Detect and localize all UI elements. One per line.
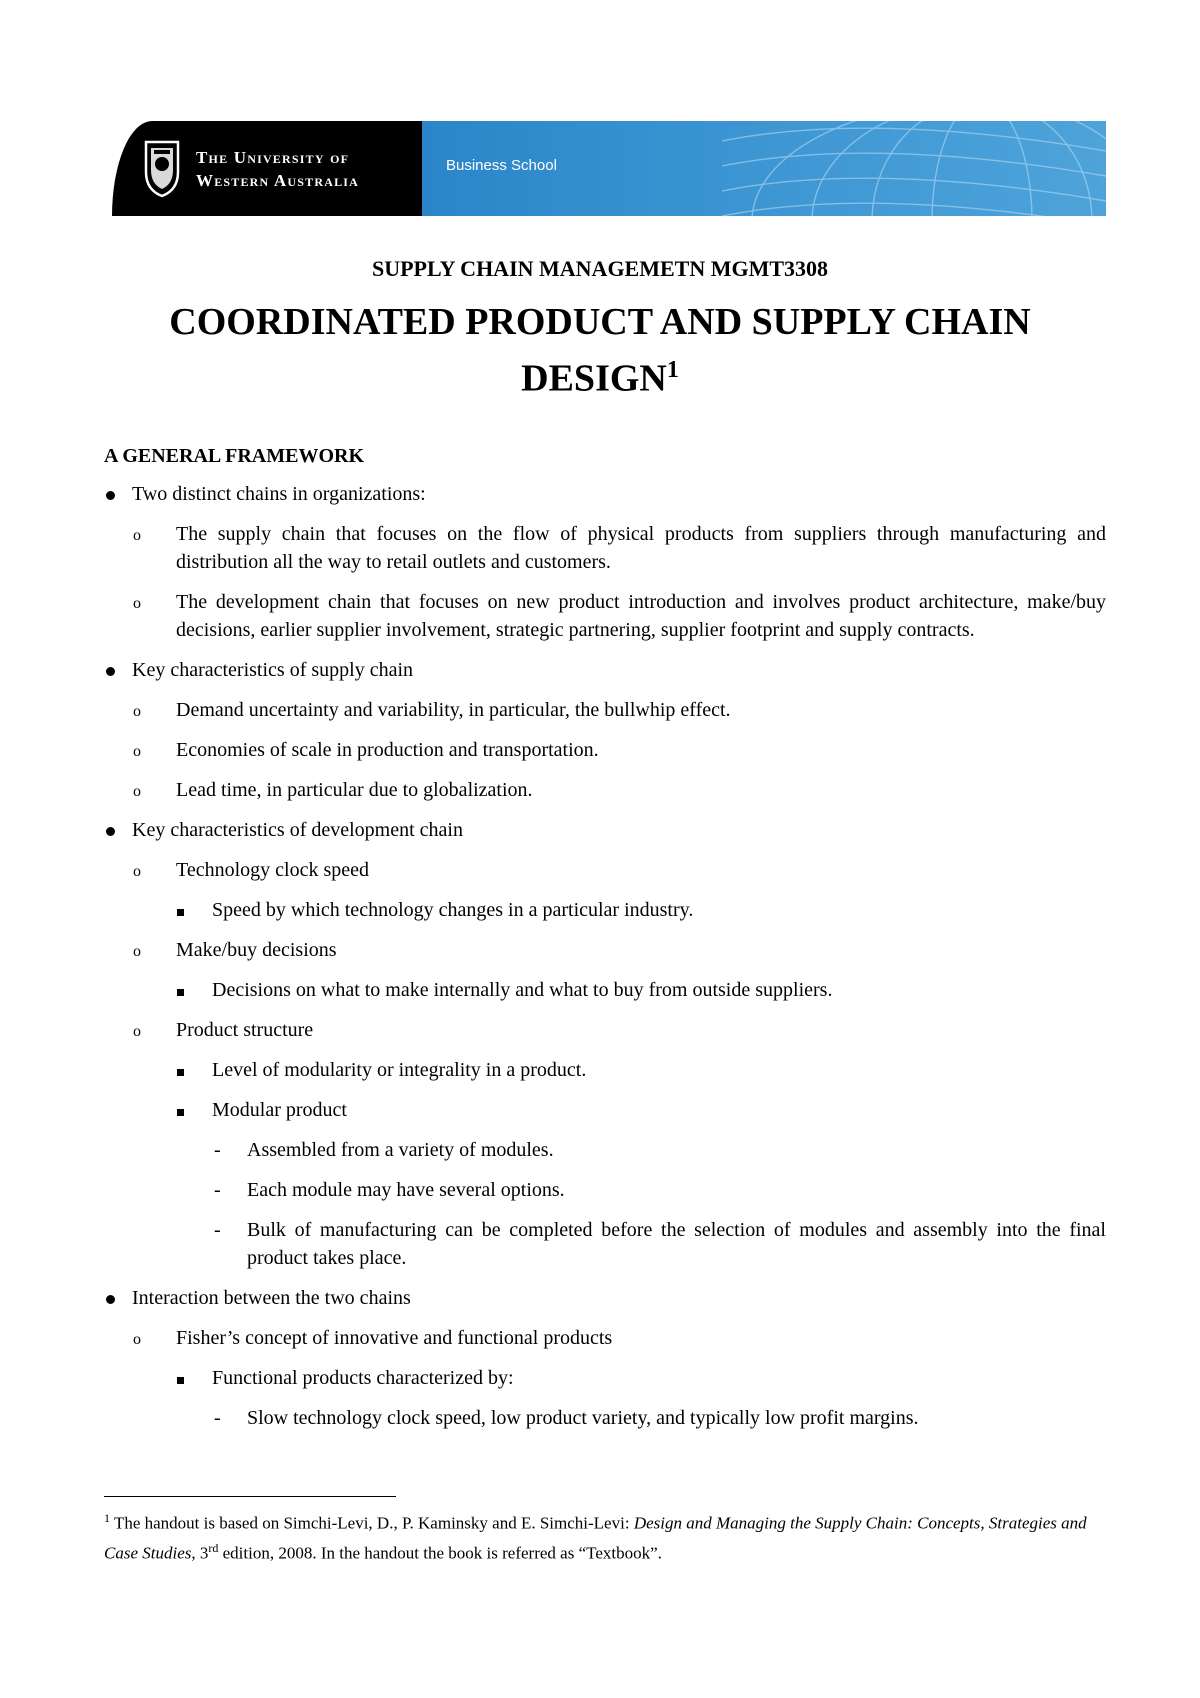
list-item: [104, 1056, 1106, 1084]
square-bullet-marker: [177, 1364, 184, 1392]
square-bullet-marker: [177, 1056, 184, 1084]
footnote-edition-sup: rd: [208, 1540, 219, 1555]
circle-bullet-marker: o: [133, 943, 141, 960]
footnote-text-b: , 3: [191, 1543, 209, 1563]
list-item: [104, 936, 1106, 964]
list-item-text: Product structure: [176, 1019, 314, 1041]
school-name: Business School: [446, 157, 557, 174]
list-item: [104, 480, 1106, 508]
footnote: [104, 1506, 1106, 1565]
circle-bullet-marker: o: [133, 863, 141, 880]
university-name-line1: The University of: [196, 147, 350, 167]
footnote-rule: [104, 1496, 396, 1497]
list-item: [104, 1216, 1106, 1272]
list-item: [104, 1364, 1106, 1392]
page-title: [0, 298, 1200, 403]
list-item-text: Assembled from a variety of modules.: [247, 1139, 554, 1161]
square-bullet-marker: [177, 976, 184, 1004]
outline-list: [104, 480, 1106, 1432]
list-item-text: Slow technology clock speed, low product variety, and typically low profit margins.: [247, 1407, 919, 1429]
list-item-text: Technology clock speed: [176, 859, 369, 881]
university-name-line2: Western Australia: [196, 170, 360, 190]
list-item: [104, 776, 1106, 804]
circle-bullet-marker: o: [133, 595, 141, 612]
university-name: [196, 146, 359, 192]
header-banner: [112, 121, 1106, 216]
circle-bullet-marker: o: [133, 1331, 141, 1348]
bullet-marker: [106, 480, 115, 508]
bullet-marker: [106, 1284, 115, 1312]
course-title: SUPPLY CHAIN MANAGEMETN MGMT3308: [371, 256, 829, 281]
dash-marker: -: [214, 1139, 221, 1161]
list-item-text: The supply chain that focuses on the flow of physical products from suppliers through manufacturing and distribution all the way to retail outlets and customers.: [176, 523, 1106, 573]
circle-bullet-marker: o: [133, 1023, 141, 1040]
footnote-text-a: The handout is based on Simchi-Levi, D., P. Kaminsky and E. Simchi-Levi:: [113, 1513, 634, 1533]
list-item-text: Demand uncertainty and variability, in particular, the bullwhip effect.: [176, 699, 731, 721]
list-item: [104, 696, 1106, 724]
list-item-text: Modular product: [212, 1099, 347, 1121]
list-item: [104, 520, 1106, 576]
crest-icon: [142, 138, 182, 200]
title-line-2: [0, 346, 1200, 403]
list-item-text: Economies of scale in production and transportation.: [176, 739, 599, 761]
list-item: [104, 1136, 1106, 1164]
dash-marker: -: [214, 1407, 221, 1429]
list-item: [104, 656, 1106, 684]
list-item-text: Speed by which technology changes in a particular industry.: [212, 899, 694, 921]
footnote-text-c: edition, 2008. In the handout the book is referred as “Textbook”.: [218, 1543, 662, 1563]
list-item-text: Bulk of manufacturing can be completed before the selection of modules and assembly into the final product takes place.: [247, 1219, 1106, 1269]
footnote-mark: 1: [104, 1511, 110, 1525]
list-item: [104, 856, 1106, 884]
list-item: [104, 1284, 1106, 1312]
dash-marker: -: [214, 1179, 221, 1201]
list-item: [104, 1324, 1106, 1352]
list-item-text: Lead time, in particular due to globalization.: [176, 779, 533, 801]
list-item: [104, 736, 1106, 764]
footnote-book-title: Design and Managing the Supply Chain: Concepts, Strategies and Case Studies: [104, 1513, 1087, 1563]
list-item: [104, 816, 1106, 844]
circle-bullet-marker: o: [133, 783, 141, 800]
banner-graphic: [422, 121, 1106, 216]
list-item: [104, 1096, 1106, 1124]
bullet-marker: [106, 656, 115, 684]
list-item-text: Fisher’s concept of innovative and functional products: [176, 1327, 613, 1349]
section-heading: A GENERAL FRAMEWORK: [104, 445, 365, 467]
list-item: [104, 1176, 1106, 1204]
list-item-text: Interaction between the two chains: [132, 1287, 411, 1309]
handout-body: [104, 442, 1106, 1444]
list-item: [104, 588, 1106, 644]
circle-bullet-marker: o: [133, 703, 141, 720]
circle-bullet-marker: o: [133, 743, 141, 760]
square-bullet-marker: [177, 896, 184, 924]
list-item: [104, 1016, 1106, 1044]
title-line-2-text: DESIGN: [521, 357, 667, 400]
list-item-text: The development chain that focuses on new product introduction and involves product architecture, make/buy decisions, earlier supplier involvement, strategic partnering, supplier footprint and supply contracts.: [176, 591, 1106, 641]
list-item-text: Decisions on what to make internally and what to buy from outside suppliers.: [212, 979, 833, 1001]
footnote-reference: 1: [666, 357, 679, 383]
list-item-text: Make/buy decisions: [176, 939, 337, 961]
list-item-text: Two distinct chains in organizations:: [132, 483, 426, 505]
bullet-marker: [106, 816, 115, 844]
list-item: [104, 976, 1106, 1004]
title-line-1: COORDINATED PRODUCT AND SUPPLY CHAIN: [169, 301, 1031, 343]
dash-marker: -: [214, 1219, 221, 1241]
list-item: [104, 896, 1106, 924]
university-logo-block: [112, 121, 422, 216]
list-item-text: Key characteristics of supply chain: [132, 659, 414, 681]
list-item: [104, 1404, 1106, 1432]
list-item-text: Key characteristics of development chain: [132, 819, 463, 841]
list-item-text: Each module may have several options.: [247, 1179, 565, 1201]
circle-bullet-marker: o: [133, 527, 141, 544]
list-item-text: Level of modularity or integrality in a product.: [212, 1059, 587, 1081]
square-bullet-marker: [177, 1096, 184, 1124]
list-item-text: Functional products characterized by:: [212, 1367, 514, 1389]
